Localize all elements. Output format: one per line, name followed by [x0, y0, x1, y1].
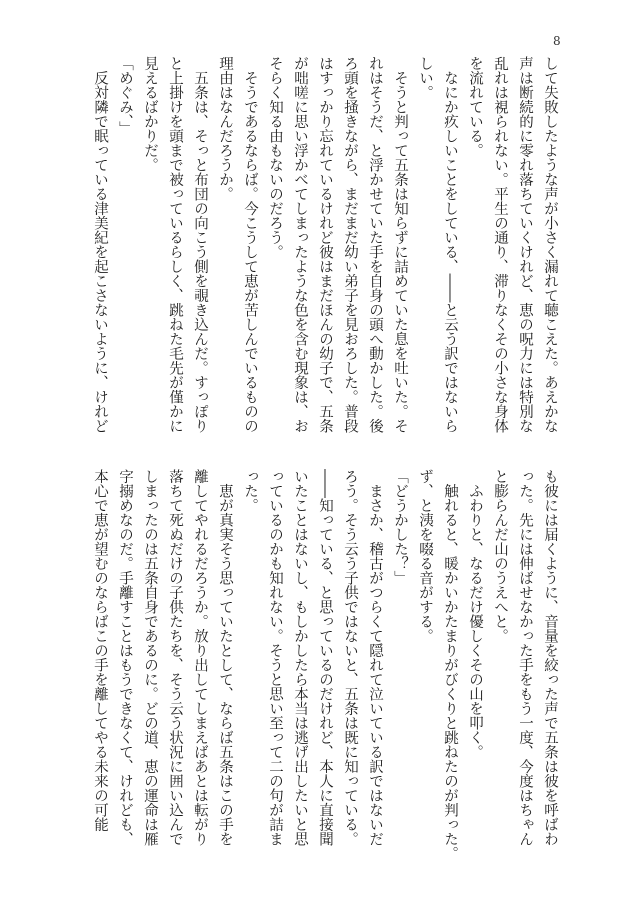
text-column: ふわりと、なるだけ優しくその山を叩く。	[467, 469, 483, 759]
lower-text-block	[87, 469, 562, 861]
text-column: が咄嗟に思い浮かべてしまったような色を含む現象は、お	[292, 56, 308, 433]
text-column: 五条は、そっと布団の向こう側を覗き込んだ。すっぽり	[192, 56, 208, 433]
text-column: 触れると、暖かいかたまりがびくりと跳ねたのが判った。	[442, 469, 458, 861]
text-column: れはそうだ、と浮かせていた手を自身の頭へ動かした。後	[367, 56, 383, 433]
text-column: ろう。そう云う子供ではないと、五条は既に知っている。	[342, 469, 358, 846]
text-column: と膨らんだ山のうえへと。	[492, 469, 508, 643]
text-column: 理由はなんだろうか。	[217, 56, 233, 201]
page-number: 8	[553, 34, 561, 48]
text-column: ろ頭を掻きながら、まだまだ幼い弟子を見おろした。普段	[342, 56, 358, 433]
text-column: そうと判って五条は知らずに詰めていた息を吐いた。そ	[392, 56, 408, 433]
text-column: 恵が真実そう思っていたとして、ならば五条はこの手を	[217, 469, 233, 846]
text-column: そうであるならば。今こうして恵が苦しんでいるものの	[242, 56, 258, 433]
text-column: と上掛けを頭まで被っているらしく、跳ねた毛先が僅かに	[167, 56, 183, 433]
text-column: 離してやれるだろうか。放り出してしまえばあとは転がり	[192, 469, 208, 846]
text-column: しまったのは五条自身であるのに。どの道、恵の運命は雁	[142, 469, 158, 846]
text-column: なにか疚しいことをしている、――と云う訳ではないら	[442, 56, 458, 433]
text-column: まさか、稽古がつらくて隠れて泣いている訳ではないだ	[367, 469, 383, 846]
text-column: 乱れは視られない。平生の通り、滞りなくその小さな身体	[492, 56, 508, 433]
text-column: ――知っている、と思っているのだけれど、本人に直接聞	[317, 469, 333, 846]
text-column: 落ちて死ぬだけの子供たちを、そう云う状況に囲い込んで	[167, 469, 183, 846]
text-column: を流れている。	[467, 56, 483, 158]
text-column: しい。	[417, 56, 433, 100]
text-column: はすっかり忘れているけれど彼はまだほんの幼子で、五条	[317, 56, 333, 433]
text-column: も彼には届くように、音量を絞った声で五条は彼を呼ばわ	[542, 469, 558, 846]
text-column: して失敗したような声が小さく漏れて聴こえた。あえかな	[542, 56, 558, 433]
text-column: 声は断続的に零れ落ちていくけれど、恵の呪力には特別な	[517, 56, 533, 433]
text-column: った。先には伸ばせなかった手をもう一度、今度はちゃん	[517, 469, 533, 846]
text-column: 見えるばかりだ。	[142, 56, 158, 172]
text-column: ず、と洟を啜る音がする。	[417, 469, 433, 643]
text-column: った。	[242, 469, 258, 513]
text-column: 「どうかした？」	[392, 469, 408, 585]
text-column: そらく知る由もないのだろう。	[267, 56, 283, 259]
text-column: 「めぐみ、」	[117, 56, 133, 136]
text-column: 本心で恵が望むのならばこの手を離してやる未来の可能	[92, 469, 108, 832]
text-column: っているのかも知れない。そうと思い至って二の句が詰ま	[267, 469, 283, 846]
text-column: 字搦めなのだ。手離すことはもうできなくて、けれども、	[117, 469, 133, 846]
upper-text-block	[87, 56, 562, 438]
text-column: いたことはないし、もしかしたら本当は逃げ出したいと思	[292, 469, 308, 846]
text-column: 反対隣で眠っている津美紀を起こさないように、けれど	[92, 56, 108, 433]
